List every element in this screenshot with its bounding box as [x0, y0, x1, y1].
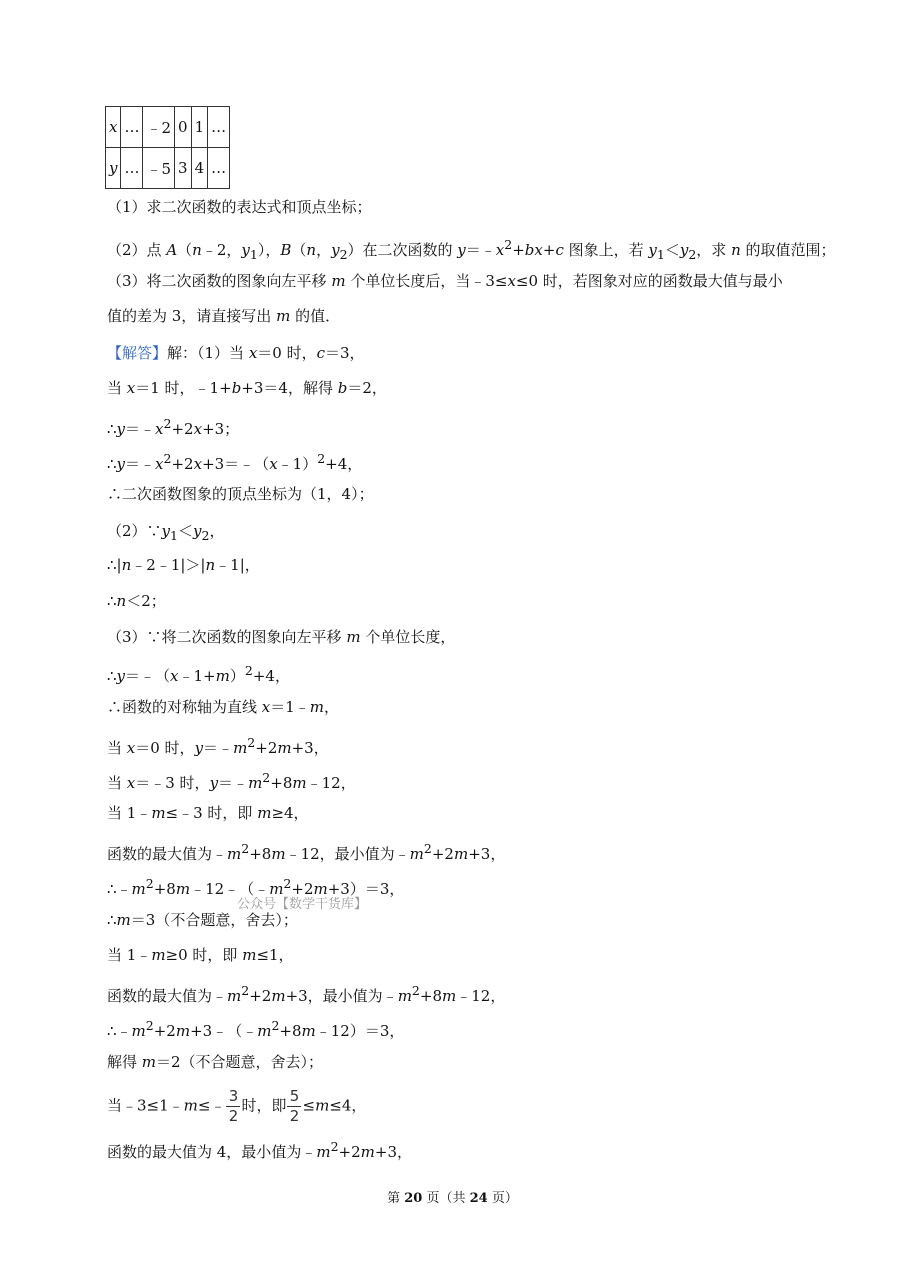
table-header-cell: y	[106, 148, 121, 189]
table-cell: …	[121, 148, 143, 189]
text-line: 当﹣3≤1﹣m≤﹣ $\frac{3}{2}$ 时，即 $\frac{5}{2}$ ≤m≤4，	[107, 1087, 367, 1125]
text-line: 当 x＝1 时，﹣1+b+3＝4，解得 b＝2，	[107, 379, 387, 397]
text-line: 当 1﹣m≥0 时，即 m≤1，	[107, 946, 294, 964]
table-cell: …	[208, 148, 230, 189]
text-line: ∴二次函数图象的顶点坐标为（1，4）；	[107, 485, 374, 503]
table-cell: 3	[175, 148, 192, 189]
text-line: 解得 m＝2（不合题意，舍去）；	[107, 1053, 324, 1071]
footer-page-number: 20	[404, 1191, 423, 1206]
text-line: （3）∵将二次函数的图象向左平移 m 个单位长度，	[107, 628, 456, 646]
watermark: 公众号【数学干货库】	[237, 897, 368, 912]
value-table	[105, 106, 230, 189]
page-footer	[0, 1187, 905, 1206]
text-line: （1）求二次函数的表达式和顶点坐标；	[107, 198, 372, 216]
footer-suffix: 页）	[487, 1191, 518, 1206]
table-cell: ﹣5	[143, 148, 175, 189]
text-line: 函数的最大值为$﹣m^2+2m+3$，最小值为$﹣m^2+8m﹣12$，	[107, 983, 506, 1005]
text-line: 【解答】解：（1）当 x＝0 时，c＝3，	[107, 344, 365, 362]
text-line: 当 x＝0 时，$y=﹣m^2+2m+3$，	[107, 735, 329, 757]
text-line: ∴y＝﹣（x﹣1+m）$^2$+4，	[107, 663, 290, 685]
text-line: $\therefore﹣m^2+8m﹣12﹣(﹣m^2+2m+3)=3$，	[107, 876, 405, 898]
table-cell: ﹣2	[143, 107, 175, 148]
table-header-cell: x	[106, 107, 121, 148]
table-cell: …	[121, 107, 143, 148]
table-cell: 0	[175, 107, 192, 148]
text-line: 值的差为 3，请直接写出 m 的值．	[107, 307, 341, 325]
footer-middle: 页（共	[422, 1191, 470, 1206]
text-line: 函数的最大值为$﹣m^2+8m﹣12$，最小值为$﹣m^2+2m+3$，	[107, 841, 506, 863]
text-line: ∴m＝3（不合题意，舍去）；	[107, 911, 298, 929]
table-cell: 4	[191, 148, 208, 189]
table-row	[106, 148, 230, 189]
text-line: 函数的最大值为 4，最小值为$﹣m^2+2m+3$，	[107, 1139, 412, 1161]
text-line: 当 x＝﹣3 时，$y=﹣m^2+8m﹣12$，	[107, 770, 356, 792]
footer-prefix: 第	[387, 1191, 405, 1206]
text-line: （2）点 A（n﹣2，$y_1$），B（n，$y_2$）在二次函数的 $y=﹣x^2+bx+c$ 图象上，若 $y_1<y_2$，求 n 的取值范围；	[107, 237, 836, 262]
table-cell: 1	[191, 107, 208, 148]
text-line: $\therefore y=﹣x^2+2x+3$；	[107, 416, 240, 438]
table-row	[106, 107, 230, 148]
text-line: $\therefore y=﹣x^2+2x+3=﹣(x﹣1)^2+4$，	[107, 451, 363, 473]
text-line: ∴函数的对称轴为直线 x＝1﹣m，	[107, 698, 340, 716]
footer-total-pages: 24	[469, 1191, 488, 1206]
table-cell: …	[208, 107, 230, 148]
text-line: $(2)\because y_1<y_2$，	[107, 522, 225, 543]
text-line: ∴|n﹣2﹣1|＞|n﹣1|，	[107, 556, 260, 574]
text-line: 当 1﹣m≤﹣3 时，即 m≥4，	[107, 804, 309, 822]
text-line: （3）将二次函数的图象向左平移 m 个单位长度后，当﹣3≤x≤0 时，若图象对应的函数最大值与最小	[107, 272, 783, 290]
text-line: $\therefore﹣m^2+2m+3﹣(﹣m^2+8m﹣12)=3$，	[107, 1018, 405, 1040]
text-line: ∴n＜2；	[107, 592, 166, 610]
